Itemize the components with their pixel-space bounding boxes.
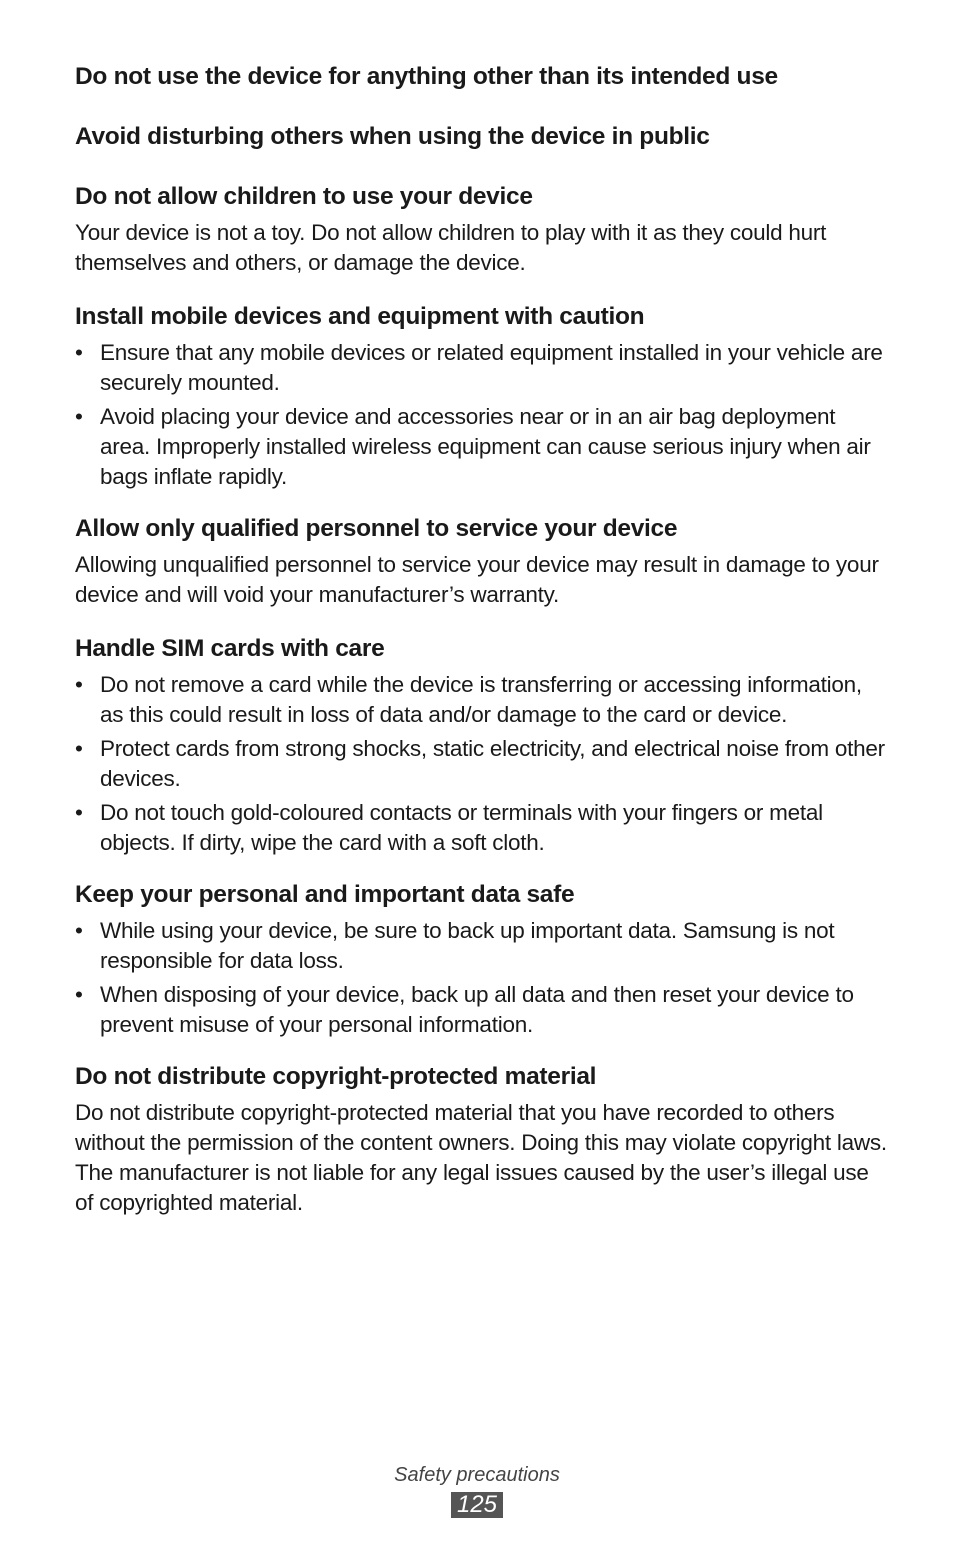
list-item (75, 338, 887, 398)
section-heading: Do not distribute copyright-protected material (75, 1063, 597, 1090)
page-number: 125 (451, 1492, 503, 1518)
section-qualified-personnel (75, 514, 887, 610)
section-copyright (75, 1062, 887, 1218)
section-heading: Do not allow children to use your device (75, 183, 533, 210)
bullet-icon: • (75, 340, 83, 365)
list-item (75, 402, 887, 492)
bullet-icon: • (75, 404, 83, 429)
list-item-text: While using your device, be sure to back up important data. Samsung is not responsible for data loss. (100, 918, 835, 973)
list-item-text: Ensure that any mobile devices or related equipment installed in your vehicle are securely mounted. (100, 340, 883, 395)
section-body: Allowing unqualified personnel to service your device may result in damage to your device and will void your manufacturer’s warranty. (75, 552, 879, 607)
list-item-text: Do not touch gold-coloured contacts or terminals with your fingers or metal objects. If dirty, wipe the card with a soft cloth. (100, 800, 823, 855)
list-item (75, 980, 887, 1040)
section-body: Your device is not a toy. Do not allow children to play with it as they could hurt themselves and others, or damage the device. (75, 220, 827, 275)
list-item (75, 734, 887, 794)
section-heading: Keep your personal and important data safe (75, 881, 575, 908)
list-item (75, 916, 887, 976)
footer-section-label: Safety precautions (394, 1464, 560, 1486)
bullet-list (75, 338, 887, 492)
section-disturbing-others (75, 122, 887, 152)
bullet-icon: • (75, 982, 83, 1007)
bullet-icon: • (75, 918, 83, 943)
section-heading: Handle SIM cards with care (75, 635, 385, 662)
page-content (75, 62, 887, 1218)
list-item-text: Protect cards from strong shocks, static electricity, and electrical noise from other devices. (100, 736, 885, 791)
section-install-with-caution (75, 302, 887, 492)
list-item-text: Avoid placing your device and accessories near or in an air bag deployment area. Improperly installed wireless equipment can cause serious injury when air bags inflate rapidly. (100, 404, 871, 489)
page-footer (0, 1462, 954, 1518)
bullet-icon: • (75, 800, 83, 825)
bullet-list (75, 670, 887, 858)
bullet-icon: • (75, 672, 83, 697)
list-item-text: Do not remove a card while the device is transferring or accessing information, as this could result in loss of data and/or damage to the card or device. (100, 672, 862, 727)
section-data-safe (75, 880, 887, 1040)
bullet-icon: • (75, 736, 83, 761)
section-heading: Install mobile devices and equipment with caution (75, 303, 645, 330)
list-item (75, 670, 887, 730)
section-intended-use (75, 62, 887, 92)
bullet-list (75, 916, 887, 1040)
section-sim-cards (75, 634, 887, 858)
section-heading: Allow only qualified personnel to service your device (75, 515, 678, 542)
section-heading: Do not use the device for anything other than its intended use (75, 63, 778, 90)
list-item-text: When disposing of your device, back up all data and then reset your device to prevent misuse of your personal information. (100, 982, 854, 1037)
list-item (75, 798, 887, 858)
section-heading: Avoid disturbing others when using the device in public (75, 123, 710, 150)
section-body: Do not distribute copyright-protected material that you have recorded to others without the permission of the content owners. Doing this may violate copyright laws. The manufacturer is not liable for any legal issues caused by the user’s illegal use of copyrighted material. (75, 1100, 887, 1215)
section-children (75, 182, 887, 278)
